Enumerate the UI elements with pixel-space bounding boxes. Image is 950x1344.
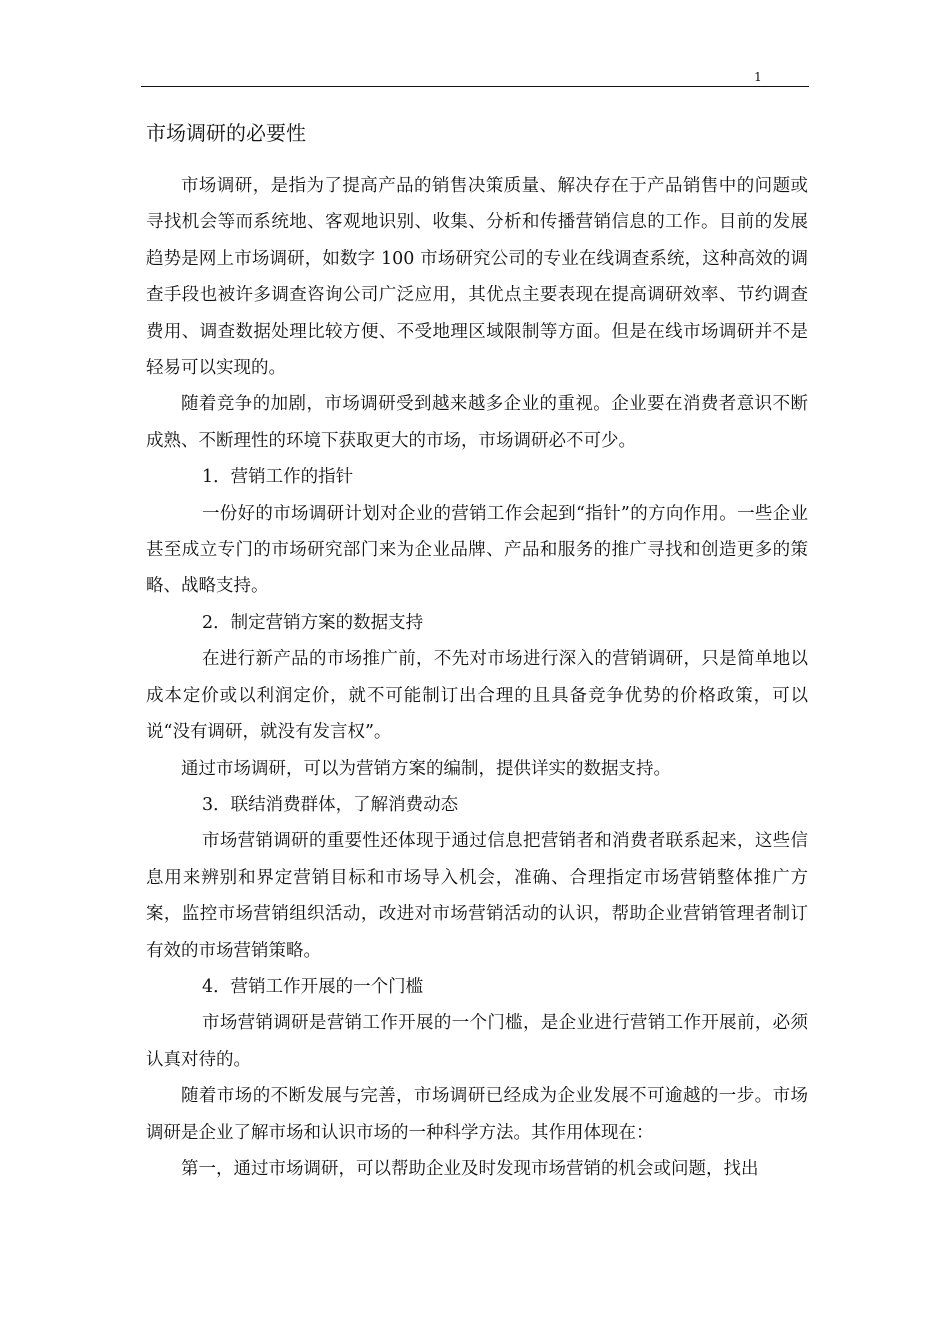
paragraph-section-3: 市场营销调研的重要性还体现于通过信息把营销者和消费者联系起来，这些信息用来辨别和界定营销目标和市场导入机会，准确、合理指定市场营销整体推广方案，监控市场营销组织活动，改进对市场营销活动的认识，帮助企业营销管理者制订有效的市场营销策略。 [146, 831, 808, 961]
header-rule [141, 86, 809, 87]
page-number: 1 [754, 70, 762, 84]
paragraph-section-4: 市场营销调研是营销工作开展的一个门槛，是企业进行营销工作开展前，必须认真对待的。 [146, 1013, 808, 1070]
paragraph-competition: 随着竞争的加剧，市场调研受到越来越多企业的重视。企业要在消费者意识不断成熟、不断理性的环境下获取更大的市场，市场调研必不可少。 [146, 394, 808, 451]
paragraph-section-2-summary: 通过市场调研，可以为营销方案的编制，提供详实的数据支持。 [181, 758, 671, 779]
section-heading-3: 3．联结消费群体，了解消费动态 [202, 794, 459, 815]
paragraph-section-1: 一份好的市场调研计划对企业的营销工作会起到“指针”的方向作用。一些企业甚至成立专门的市场研究部门来为企业品牌、产品和服务的推广寻找和创造更多的策略、战略支持。 [146, 503, 808, 597]
section-heading-2: 2．制定营销方案的数据支持 [202, 612, 424, 633]
paragraph-development: 随着市场的不断发展与完善，市场调研已经成为企业发展不可逾越的一步。市场调研是企业了解市场和认识市场的一种科学方法。其作用体现在： [146, 1086, 808, 1143]
document-body [146, 168, 808, 1187]
section-heading-1: 1．营销工作的指针 [202, 467, 354, 488]
paragraph-first-point: 第一，通过市场调研，可以帮助企业及时发现市场营销的机会或问题，找出 [181, 1158, 759, 1179]
section-heading-4: 4．营销工作开展的一个门槛 [202, 976, 424, 997]
paragraph-section-2: 在进行新产品的市场推广前，不先对市场进行深入的营销调研，只是简单地以成本定价或以利润定价，就不可能制订出合理的且具备竞争优势的价格政策，可以说“没有调研，就没有发言权”。 [146, 649, 808, 743]
paragraph-definition: 市场调研，是指为了提高产品的销售决策质量、解决存在于产品销售中的问题或寻找机会等而系统地、客观地识别、收集、分析和传播营销信息的工作。目前的发展趋势是网上市场调研，如数字 100 市场研究公司的专业在线调查系统，这种高效的调查手段也被许多调查咨询公司广泛应用，其优点主要表现在提高调研效率、节约调查费用、调查数据处理比较方便、不受地理区域限制等方面。但是在线市场调研并不是轻易可以实现的。 [146, 176, 808, 379]
document-title: 市场调研的必要性 [146, 121, 306, 145]
